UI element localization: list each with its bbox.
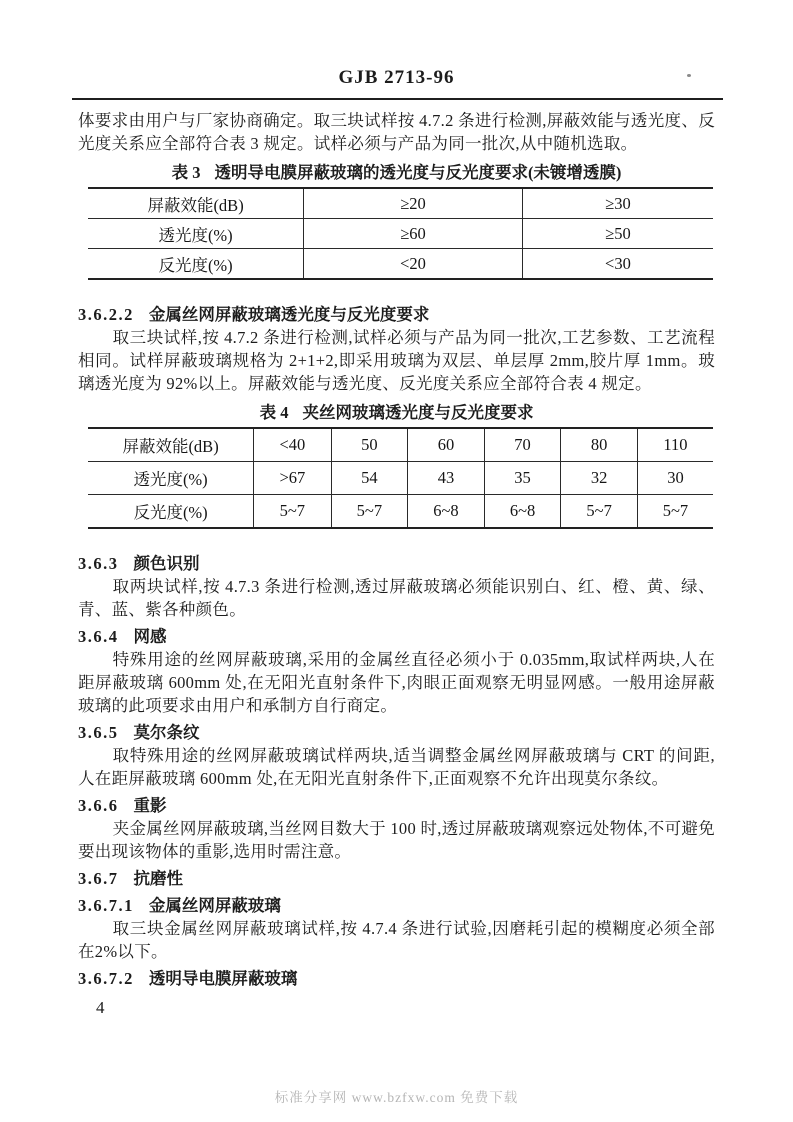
section-paragraph: 夹金属丝网屏蔽玻璃,当丝网目数大于 100 时,透过屏蔽玻璃观察远处物体,不可避免要出现该物体的重影,选用时需注意。 (78, 819, 715, 861)
section-title: 莫尔条纹 (133, 723, 200, 742)
value-cell: 5~7 (254, 495, 331, 529)
section-paragraph: 取三块金属丝网屏蔽玻璃试样,按 4.7.4 条进行试验,因磨耗引起的模糊度必须全部在2%以下。 (78, 919, 715, 961)
value-cell: 70 (484, 428, 561, 462)
value-cell: >67 (254, 462, 331, 495)
value-cell: 35 (484, 462, 561, 495)
section-heading-3-6-2-2 (78, 303, 715, 326)
section-number: 3.6.3 (78, 554, 119, 573)
value-cell: 5~7 (561, 495, 638, 529)
value-cell: <20 (304, 249, 523, 280)
section-number: 3.6.7.2 (78, 969, 134, 988)
table3-caption (78, 161, 715, 184)
section-title: 颜色识别 (133, 554, 200, 573)
scan-artifact-dot (687, 74, 691, 77)
watermark: 标准分享网 www.bzfxw.com 免费下载 (274, 1090, 519, 1105)
row-label-cell: 屏蔽效能(dB) (147, 195, 244, 215)
table4 (88, 427, 713, 529)
row-label-cell: 反光度(%) (88, 249, 304, 280)
section-heading-3-6-6 (78, 794, 715, 817)
value-cell: 5~7 (331, 495, 408, 529)
value-cell: ≥60 (304, 219, 523, 249)
value-cell: ≥30 (522, 188, 713, 219)
page-number: 4 (96, 998, 105, 1017)
section-heading-3-6-7-2 (78, 967, 715, 990)
table3-caption-title: 透明导电膜屏蔽玻璃的透光度与反光度要求(未镀增透膜) (214, 163, 622, 182)
table-row (88, 188, 713, 219)
section-heading-3-6-7 (78, 867, 715, 890)
row-label-cell: 屏蔽效能(dB) (122, 437, 219, 456)
table-row (88, 249, 713, 280)
intro-paragraph: 体要求由用户与厂家协商确定。取三块试样按 4.7.2 条进行检测,屏蔽效能与透光度、反光度关系应全部符合表 3 规定。试样必须与产品为同一批次,从中随机选取。 (78, 111, 715, 153)
value-cell: ≥50 (522, 219, 713, 249)
header-rule (72, 98, 723, 100)
table4-caption-label: 表 4 (259, 403, 289, 422)
section-heading-3-6-5 (78, 721, 715, 744)
value-cell: 110 (637, 428, 713, 462)
section-paragraph: 取两块试样,按 4.7.3 条进行检测,透过屏蔽玻璃必须能识别白、红、橙、黄、绿、青、蓝、紫各种颜色。 (78, 577, 715, 619)
row-label-cell: 反光度(%) (88, 495, 254, 529)
table-row (88, 495, 713, 529)
value-cell: 32 (561, 462, 638, 495)
standard-number: GJB 2713-96 (338, 67, 455, 88)
section-paragraph: 特殊用途的丝网屏蔽玻璃,采用的金属丝直径必须小于 0.035mm,取试样两块,人在距屏蔽玻璃 600mm 处,在无阳光直射条件下,肉眼正面观察无明显网感。一般用途屏蔽玻璃的此项要求由用户和承制方自行商定。 (78, 650, 715, 715)
section-title: 网感 (133, 627, 167, 646)
value-cell: 60 (408, 428, 485, 462)
value-cell: <30 (522, 249, 713, 280)
value-cell: 50 (331, 428, 408, 462)
table4-caption-title: 夹丝网玻璃透光度与反光度要求 (302, 403, 534, 422)
row-label-cell: 透光度(%) (88, 462, 254, 495)
value-cell: 30 (637, 462, 713, 495)
value-cell: 5~7 (637, 495, 713, 529)
section-title: 抗磨性 (133, 869, 183, 888)
table-row (88, 219, 713, 249)
value-cell: ≥20 (304, 188, 523, 219)
section-title: 透明导电膜屏蔽玻璃 (148, 969, 298, 988)
table-row (88, 462, 713, 495)
section-heading-3-6-3 (78, 552, 715, 575)
row-label-cell: 透光度(%) (88, 219, 304, 249)
section-paragraph: 取特殊用途的丝网屏蔽玻璃试样两块,适当调整金属丝网屏蔽玻璃与 CRT 的间距,人在距屏蔽玻璃 600mm 处,在无阳光直射条件下,正面观察不允许出现莫尔条纹。 (78, 746, 715, 788)
section-number: 3.6.4 (78, 627, 119, 646)
value-cell: 80 (561, 428, 638, 462)
section-title: 金属丝网屏蔽玻璃 (148, 896, 281, 915)
table3-caption-label: 表 3 (171, 163, 201, 182)
section-paragraph: 取三块试样,按 4.7.2 条进行检测,试样必须与产品为同一批次,工艺参数、工艺流程相同。试样屏蔽玻璃规格为 2+1+2,即采用玻璃为双层、单层厚 2mm,胶片厚 1mm。玻璃透光度为 92%以上。屏蔽效能与透光度、反光度关系应全部符合表 4 规定。 (78, 328, 715, 393)
section-number: 3.6.5 (78, 723, 119, 742)
section-title: 金属丝网屏蔽玻璃透光度与反光度要求 (148, 305, 430, 324)
value-cell: <40 (254, 428, 331, 462)
value-cell: 6~8 (484, 495, 561, 529)
section-heading-3-6-7-1 (78, 894, 715, 917)
table3 (88, 187, 713, 280)
table-row (88, 428, 713, 462)
section-heading-3-6-4 (78, 625, 715, 648)
section-number: 3.6.7 (78, 869, 119, 888)
table4-caption (78, 401, 715, 424)
section-number: 3.6.7.1 (78, 896, 134, 915)
value-cell: 43 (408, 462, 485, 495)
section-number: 3.6.2.2 (78, 305, 134, 324)
section-number: 3.6.6 (78, 796, 119, 815)
section-title: 重影 (133, 796, 167, 815)
value-cell: 6~8 (408, 495, 485, 529)
value-cell: 54 (331, 462, 408, 495)
